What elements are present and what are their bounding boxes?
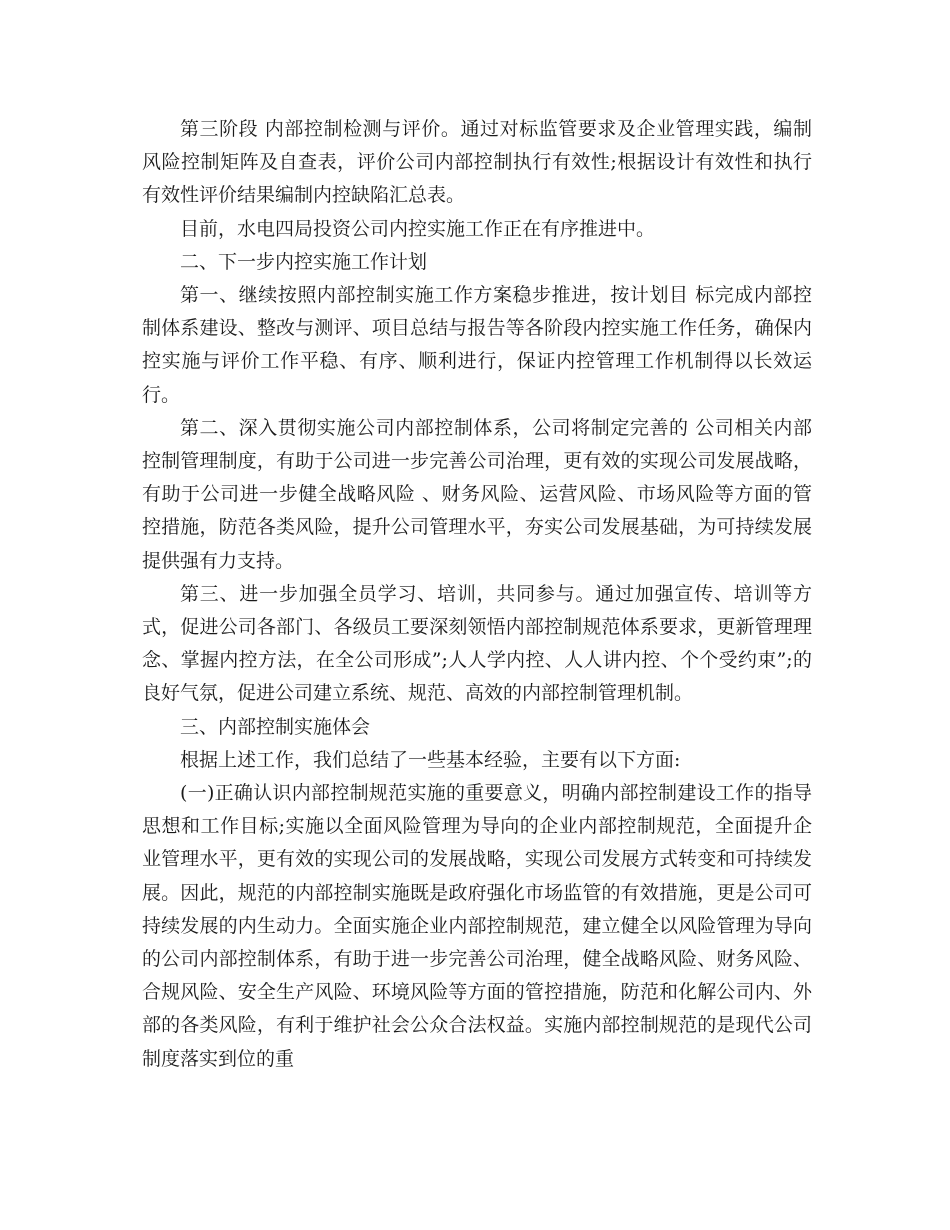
paragraph-experience-one: (一)正确认识内部控制规范实施的重要意义，明确内部控制建设工作的指导思想和工作目标;实施以全面风险管理为导向的企业内部控制规范，全面提升企业管理水平，更有效的实现公司的发展战略，实现公司发展方式转变和可持续发展。因此，规范的内部控制实施既是政府强化市场监管的有效措施，更是公司可持续发展的内生动力。全面实施企业内部控制规范，建立健全以风险管理为导向的公司内部控制体系，有助于进一步完善公司治理，健全战略风险、财务风险、合规风险、安全生产风险、环境风险等方面的管控措施，防范和化解公司内、外部的各类风险，有利于维护社会公众合法权益。实施内部控制规范的是现代公司制度落实到位的重 (142, 782, 812, 1070)
paragraph-current-progress: 目前，水电四局投资公司内控实施工作正在有序推进中。 (180, 217, 656, 240)
paragraph-plan-third: 第三、进一步加强全员学习、培训，共同参与。通过加强宣传、培训等方式，促进公司各部门、各级员工要深刻领悟内部控制规范体系要求，更新管理理念、掌握内控方法，在全公司形成”;人人学内控、人人讲内控、个个受约束”;的良好气氛，促进公司建立系统、规范、高效的内部控制管理机制。 (142, 582, 812, 705)
paragraph-experience-intro: 根据上述工作，我们总结了一些基本经验，主要有以下方面: (180, 748, 681, 771)
section-heading-experience: 三、内部控制实施体会 (180, 715, 371, 738)
section-heading-next-plan: 二、下一步内控实施工作计划 (180, 250, 428, 273)
paragraph-plan-second: 第二、深入贯彻实施公司内部控制体系，公司将制定完善的 公司相关内部控制管理制度，有助于公司进一步完善公司治理，更有效的实现公司发展战略，有助于公司进一步健全战略风险 、财务风险、运营风险、市场风险等方面的管控措施，防范各类风险，提升公司管理水平，夯实公司发展基础，为可持续发展提供强有力支持。 (142, 416, 812, 572)
paragraph-stage-three: 第三阶段 内部控制检测与评价。通过对标监管要求及企业管理实践，编制风险控制矩阵及自查表，评价公司内部控制执行有效性;根据设计有效性和执行有效性评价结果编制内控缺陷汇总表。 (142, 118, 812, 207)
paragraph-plan-first: 第一、继续按照内部控制实施工作方案稳步推进，按计划目 标完成内部控制体系建设、整改与测评、项目总结与报告等各阶段内控实施工作任务，确保内控实施与评价工作平稳、有序、顺利进行，保证内控管理工作机制得以长效运行。 (142, 284, 812, 406)
document-body (142, 113, 812, 1076)
